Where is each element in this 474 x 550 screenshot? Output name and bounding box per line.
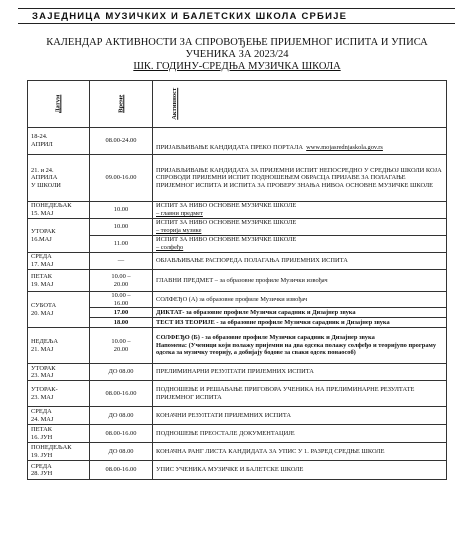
- date-cell: [28, 270, 90, 292]
- table-row: [28, 461, 447, 480]
- date-cell: [28, 292, 90, 328]
- activity-text: ИСПИТ ЗА НИВО ОСНОВНЕ МУЗИЧКЕ ШКОЛЕ: [156, 219, 297, 227]
- activity-cell: [153, 219, 447, 236]
- header-activity: Активност: [171, 88, 179, 120]
- activity-cell: КОНАЧНА РАНГ ЛИСТА КАНДИДАТА ЗА УПИС У 1. РАЗРЕД СРЕДЊЕ ШКОЛЕ: [153, 443, 447, 461]
- date-cell: [28, 407, 90, 425]
- title-line-1: КАЛЕНДАР АКТИВНОСТИ ЗА СПРОВОЂЕЊЕ ПРИЈЕМНОГ ИСПИТА И УПИСА: [46, 37, 428, 48]
- table-row: [28, 328, 447, 364]
- date-text: 18-24. АПРИЛ: [31, 133, 53, 148]
- time-cell: 10.00: [90, 219, 153, 236]
- title-line-3: [0, 61, 474, 73]
- header-date-cell: [28, 81, 90, 128]
- time-cell: 08.00-16.00: [90, 461, 153, 480]
- activity-text: ПРИЈАВЉИВАЊЕ КАНДИДАТА ПРЕКО ПОРТАЛА: [156, 144, 303, 152]
- time-cell: ДО 08.00: [90, 364, 153, 381]
- activity-cell: ДИКТАТ- за образовне профиле Музички сарадник и Дизајнер звука: [153, 308, 447, 318]
- time-cell: 17.00: [90, 308, 153, 318]
- table-row: [28, 443, 447, 461]
- table-header-row: [28, 81, 447, 128]
- time-cell: [90, 270, 153, 292]
- activity-cell: [153, 328, 447, 364]
- activity-cell: ПРИЈАВЉИВАЊЕ КАНДИДАТА ЗА ПРИЈЕМНИ ИСПИТ НЕПОСРЕДНО У СРЕДЊОЈ ШКОЛИ КОЈА СПРОВОДИ ПРИЈЕМНИ ИСПИТ ПОДНОШЕЊЕМ ОБРАСЦА ПРИЈАВЕ ЗА ПОЛАГАЊЕ ПРИЈЕМНОГ ИСПИТА И ИСПИТА ЗА ПРОВЕРУ ЗНАЊА НИВОА ОСНОВНЕ МУЗИЧКЕ ШКОЛЕ: [153, 155, 447, 202]
- time-cell: [90, 328, 153, 364]
- activity-cell: ПОДНОШЕЊЕ И РЕШАВАЊЕ ПРИГОВОРА УЧЕНИКА НА ПРЕЛИМИНАРНЕ РЕЗУЛТАТЕ ПРИЈЕМНОГ ИСПИТА: [153, 381, 447, 407]
- time-cell: 18.00: [90, 318, 153, 328]
- organization-header: ЗАЈЕДНИЦА МУЗИЧКИХ И БАЛЕТСКИХ ШКОЛА СРБИЈЕ: [18, 8, 455, 24]
- activity-text: СОЛФЕЂО (Б) - за образовне профиле Музички сарадник и Дизајнер звука: [156, 334, 375, 342]
- date-text: 21. и 24. АПРИЛА У ШКОЛИ: [31, 166, 61, 189]
- date-cell: [28, 219, 90, 253]
- date-text: СУБОТА 20. МАЈ: [31, 302, 57, 317]
- date-cell: [28, 381, 90, 407]
- time-cell: 08.00-24.00: [90, 128, 153, 155]
- table-row: [28, 308, 447, 318]
- title-line-3-text: ШК. ГОДИНУ-СРЕДЊА МУЗИЧКА ШКОЛА: [133, 61, 341, 72]
- time-cell: 09.00-16.00: [90, 155, 153, 202]
- table-row: [28, 202, 447, 219]
- activity-cell: УПИС УЧЕНИКА МУЗИЧКЕ И БАЛЕТСКЕ ШКОЛЕ: [153, 461, 447, 480]
- date-text: СРЕДА 28. ЈУН: [31, 462, 53, 478]
- time-cell: ДО 08.00: [90, 443, 153, 461]
- time-text: 10.00 – 20.00: [111, 338, 131, 353]
- date-text: УТОРАК 23. МАЈ: [31, 364, 56, 380]
- time-cell: 08.00-16.00: [90, 381, 153, 407]
- title-line-2: УЧЕНИКА ЗА 2023/24: [185, 49, 289, 60]
- date-cell: [28, 425, 90, 443]
- activity-sub: – главни предмет: [156, 210, 203, 217]
- activity-text: ИСПИТ ЗА НИВО ОСНОВНЕ МУЗИЧКЕ ШКОЛЕ: [156, 202, 297, 210]
- table-row: [28, 292, 447, 308]
- header-date: Датум: [54, 94, 62, 114]
- activity-cell: СОЛФЕЂО (А) за образовне профиле Музички извођач: [153, 292, 447, 308]
- portal-link[interactable]: www.mojasrednjaskola.gov.rs: [306, 144, 383, 152]
- table-row: [28, 381, 447, 407]
- date-cell: [28, 461, 90, 480]
- table-row: [28, 253, 447, 270]
- date-cell: [28, 128, 90, 155]
- date-text: ПОНЕДЕЉАК 15. МАЈ: [31, 202, 72, 217]
- activity-cell: КОНАЧНИ РЕЗУЛТАТИ ПРИЈЕМНИХ ИСПИТА: [153, 407, 447, 425]
- table-row: [28, 236, 447, 253]
- header-time: Време: [117, 94, 125, 114]
- date-cell: [28, 253, 90, 270]
- table-row: [28, 364, 447, 381]
- date-text: ПОНЕДЕЉАК 19. ЈУН: [31, 444, 72, 459]
- date-cell: [28, 443, 90, 461]
- date-text: НЕДЕЉА 21. МАЈ: [31, 338, 58, 353]
- table-row: [28, 407, 447, 425]
- date-text: СРЕДА 17. МАЈ: [31, 253, 54, 268]
- time-cell: 11.00: [90, 236, 153, 253]
- date-text: ПЕТАК 16. ЈУН: [31, 426, 53, 441]
- table-row: [28, 425, 447, 443]
- activity-sub: – солфеђо: [156, 244, 184, 251]
- activity-cell: [153, 236, 447, 253]
- time-cell: [90, 292, 153, 308]
- time-cell: ДО 08.00: [90, 407, 153, 425]
- date-cell: [28, 155, 90, 202]
- calendar-table: [27, 80, 447, 480]
- time-text: 10.00 – 16.00: [111, 292, 131, 307]
- time-cell: 08.00-16.00: [90, 425, 153, 443]
- time-cell: 10.00: [90, 202, 153, 219]
- activity-cell: ПРЕЛИМИНАРНИ РЕЗУЛТАТИ ПРИЈЕМНИХ ИСПИТА: [153, 364, 447, 381]
- activity-cell: [153, 128, 447, 155]
- table-row: [28, 219, 447, 236]
- activity-text: ИСПИТ ЗА НИВО ОСНОВНЕ МУЗИЧКЕ ШКОЛЕ: [156, 236, 297, 244]
- activity-cell: ГЛАВНИ ПРЕДМЕТ – за образовне профиле Музички извођач: [153, 270, 447, 292]
- date-text: ПЕТАК 19. МАЈ: [31, 272, 54, 288]
- header-time-cell: [90, 81, 153, 128]
- time-cell: —: [90, 253, 153, 270]
- activity-cell: ОБЈАВЉИВАЊЕ РАСПОРЕДА ПОЛАГАЊА ПРИЈЕМНИХ ИСПИТА: [153, 253, 447, 270]
- date-text: УТОРАК- 23. МАЈ: [31, 386, 58, 401]
- table-row: [28, 128, 447, 155]
- table-row: [28, 155, 447, 202]
- date-cell: [28, 364, 90, 381]
- date-cell: [28, 202, 90, 219]
- activity-cell: ПОДНОШЕЊЕ ПРЕОСТАЛЕ ДОКУМЕНТАЦИЈЕ: [153, 425, 447, 443]
- date-text: СРЕДА 24. МАЈ: [31, 408, 54, 423]
- date-text: УТОРАК 16.МАЈ: [31, 227, 56, 243]
- header-activity-cell: [153, 81, 447, 128]
- activity-sub: – теорија музике: [156, 227, 202, 234]
- activity-note: Напомена: (Ученици који полажу пријемни на два одсека полажу солфеђо и теоријупо програму одсека за музичку теорију, а добијају бодове за сваки одсек понаособ): [156, 341, 437, 357]
- table-row: [28, 270, 447, 292]
- activity-cell: ТЕСТ ИЗ ТЕОРИЈЕ - за образовне профиле Музички сарадник и Дизајнер звука: [153, 318, 447, 328]
- activity-cell: [153, 202, 447, 219]
- time-text: 10.00 – 20.00: [111, 272, 131, 288]
- table-row: [28, 318, 447, 328]
- date-cell: [28, 328, 90, 364]
